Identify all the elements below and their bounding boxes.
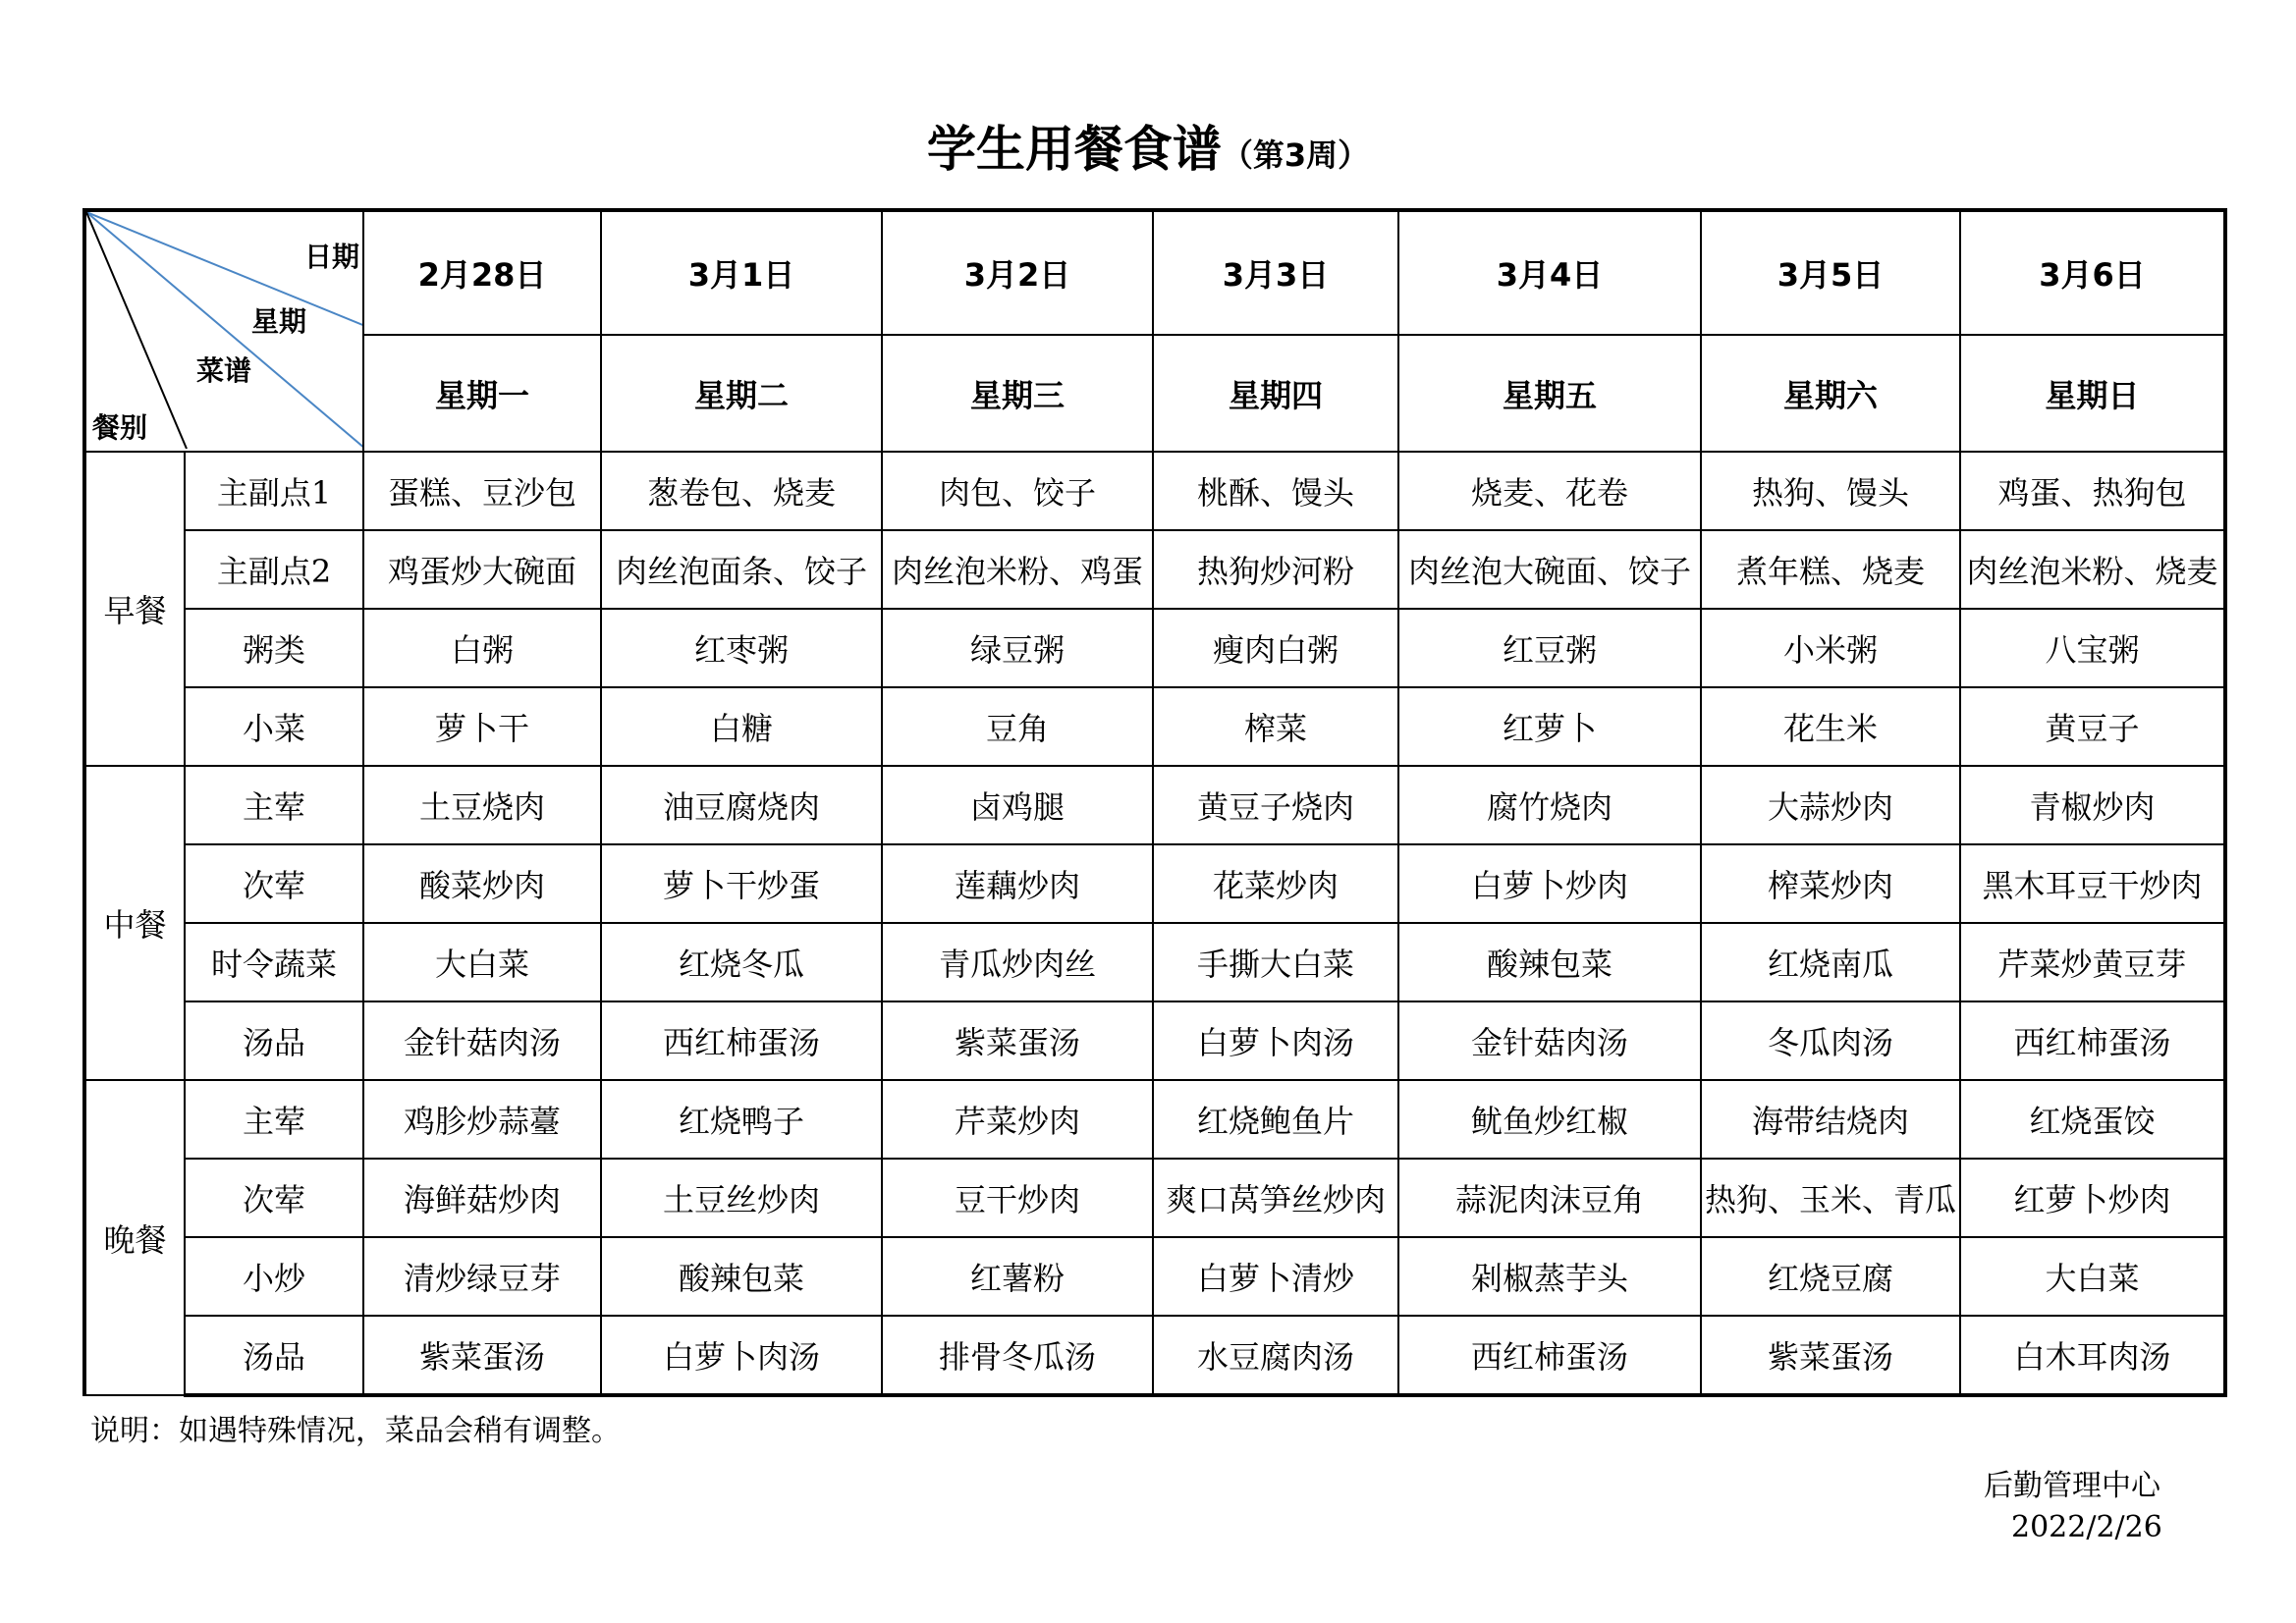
date-header-cell: 3月6日: [1960, 210, 2225, 335]
dish-cell: 鸡蛋、热狗包: [1960, 452, 2225, 530]
corner-label-menu: 菜谱: [196, 354, 252, 387]
dish-cell: 海带结烧肉: [1701, 1080, 1960, 1159]
dish-cell: 剁椒蒸芋头: [1398, 1237, 1701, 1316]
title-main: 学生用餐食谱: [926, 121, 1222, 178]
dish-cell: 肉丝泡大碗面、饺子: [1398, 530, 1701, 609]
meal-row: [84, 452, 2225, 530]
dish-cell: 腐竹烧肉: [1398, 766, 1701, 844]
footer-department: 后勤管理中心: [1984, 1469, 2160, 1503]
dish-cell: 白粥: [363, 609, 601, 687]
dish-cell: 煮年糕、烧麦: [1701, 530, 1960, 609]
dish-cell: 酸菜炒肉: [363, 844, 601, 923]
corner-label-weekday: 星期: [251, 305, 307, 338]
dish-cell: 榨菜炒肉: [1701, 844, 1960, 923]
dish-category-cell: 汤品: [185, 1316, 363, 1395]
corner-label-date: 日期: [304, 241, 360, 273]
corner-label-meal: 餐别: [92, 411, 148, 444]
dish-cell: 黄豆子: [1960, 687, 2225, 766]
dish-category-cell: 小炒: [185, 1237, 363, 1316]
dish-cell: 红萝卜: [1398, 687, 1701, 766]
dish-cell: 水豆腐肉汤: [1153, 1316, 1398, 1395]
page-title: [0, 110, 2296, 189]
dish-category-cell: 小菜: [185, 687, 363, 766]
dish-cell: 爽口莴笋丝炒肉: [1153, 1159, 1398, 1237]
title-week: （第3周）: [1221, 136, 1370, 174]
dish-cell: 大蒜炒肉: [1701, 766, 1960, 844]
dish-cell: 花菜炒肉: [1153, 844, 1398, 923]
dish-cell: 白萝卜肉汤: [601, 1316, 882, 1395]
dish-category-cell: 主副点2: [185, 530, 363, 609]
dish-cell: 红烧豆腐: [1701, 1237, 1960, 1316]
meal-name-cell: 中餐: [84, 766, 185, 1080]
weekday-header-cell: 星期四: [1153, 335, 1398, 452]
dish-cell: 西红柿蛋汤: [601, 1001, 882, 1080]
dish-cell: 热狗炒河粉: [1153, 530, 1398, 609]
dish-category-cell: 主副点1: [185, 452, 363, 530]
dish-cell: 卤鸡腿: [882, 766, 1153, 844]
dish-category-cell: 次荤: [185, 844, 363, 923]
adjustment-note: 说明：如遇特殊情况，菜品会稍有调整。: [90, 1414, 621, 1448]
dish-cell: 豆干炒肉: [882, 1159, 1153, 1237]
dish-cell: 白萝卜清炒: [1153, 1237, 1398, 1316]
dish-cell: 紫菜蛋汤: [363, 1316, 601, 1395]
dish-cell: 肉丝泡米粉、烧麦: [1960, 530, 2225, 609]
dish-cell: 芹菜炒黄豆芽: [1960, 923, 2225, 1001]
dish-cell: 蒜泥肉沫豆角: [1398, 1159, 1701, 1237]
dish-cell: 黑木耳豆干炒肉: [1960, 844, 2225, 923]
dish-cell: 萝卜干炒蛋: [601, 844, 882, 923]
dish-cell: 鸡蛋炒大碗面: [363, 530, 601, 609]
meal-row: [84, 1316, 2225, 1395]
meal-row: [84, 687, 2225, 766]
footer-date: 2022/2/26: [2011, 1510, 2162, 1544]
dish-category-cell: 粥类: [185, 609, 363, 687]
dish-cell: 红豆粥: [1398, 609, 1701, 687]
dish-category-cell: 次荤: [185, 1159, 363, 1237]
meal-row: [84, 923, 2225, 1001]
dish-cell: 白萝卜炒肉: [1398, 844, 1701, 923]
weekday-header-cell: 星期一: [363, 335, 601, 452]
dish-cell: 紫菜蛋汤: [882, 1001, 1153, 1080]
dish-cell: 青椒炒肉: [1960, 766, 2225, 844]
dish-cell: 红烧鲍鱼片: [1153, 1080, 1398, 1159]
date-header-cell: 3月4日: [1398, 210, 1701, 335]
date-header-cell: 3月2日: [882, 210, 1153, 335]
dish-cell: 土豆丝炒肉: [601, 1159, 882, 1237]
dish-cell: 清炒绿豆芽: [363, 1237, 601, 1316]
corner-header-cell: [84, 210, 363, 452]
dish-cell: 金针菇肉汤: [363, 1001, 601, 1080]
weekday-header-cell: 星期三: [882, 335, 1153, 452]
dish-cell: 金针菇肉汤: [1398, 1001, 1701, 1080]
dish-cell: 肉丝泡面条、饺子: [601, 530, 882, 609]
weekday-header-cell: 星期日: [1960, 335, 2225, 452]
meal-row: [84, 609, 2225, 687]
dish-cell: 花生米: [1701, 687, 1960, 766]
menu-table: [82, 208, 2227, 1397]
dish-cell: 大白菜: [1960, 1237, 2225, 1316]
date-header-cell: 3月5日: [1701, 210, 1960, 335]
weekday-header-cell: 星期二: [601, 335, 882, 452]
dish-cell: 鸡胗炒蒜薹: [363, 1080, 601, 1159]
dish-cell: 青瓜炒肉丝: [882, 923, 1153, 1001]
meal-row: [84, 844, 2225, 923]
dish-cell: 葱卷包、烧麦: [601, 452, 882, 530]
dish-cell: 冬瓜肉汤: [1701, 1001, 1960, 1080]
dish-cell: 红萝卜炒肉: [1960, 1159, 2225, 1237]
dish-cell: 西红柿蛋汤: [1960, 1001, 2225, 1080]
meal-name-cell: 早餐: [84, 452, 185, 766]
dish-cell: 莲藕炒肉: [882, 844, 1153, 923]
dish-cell: 排骨冬瓜汤: [882, 1316, 1153, 1395]
dish-cell: 红薯粉: [882, 1237, 1153, 1316]
dish-cell: 海鲜菇炒肉: [363, 1159, 601, 1237]
date-header-cell: 2月28日: [363, 210, 601, 335]
date-header-cell: 3月3日: [1153, 210, 1398, 335]
dish-cell: 红烧鸭子: [601, 1080, 882, 1159]
dish-cell: 蛋糕、豆沙包: [363, 452, 601, 530]
menu-table-body: [84, 210, 2225, 1395]
weekday-header-cell: 星期六: [1701, 335, 1960, 452]
date-header-row: [84, 210, 2225, 335]
dish-cell: 萝卜干: [363, 687, 601, 766]
dish-cell: 紫菜蛋汤: [1701, 1316, 1960, 1395]
dish-cell: 红烧冬瓜: [601, 923, 882, 1001]
dish-cell: 豆角: [882, 687, 1153, 766]
dish-cell: 红烧蛋饺: [1960, 1080, 2225, 1159]
dish-cell: 芹菜炒肉: [882, 1080, 1153, 1159]
date-header-cell: 3月1日: [601, 210, 882, 335]
dish-category-cell: 主荤: [185, 766, 363, 844]
dish-cell: 白木耳肉汤: [1960, 1316, 2225, 1395]
meal-row: [84, 766, 2225, 844]
weekday-header-cell: 星期五: [1398, 335, 1701, 452]
dish-cell: 酸辣包菜: [601, 1237, 882, 1316]
dish-cell: 肉丝泡米粉、鸡蛋: [882, 530, 1153, 609]
dish-cell: 烧麦、花卷: [1398, 452, 1701, 530]
dish-cell: 黄豆子烧肉: [1153, 766, 1398, 844]
dish-cell: 手撕大白菜: [1153, 923, 1398, 1001]
dish-cell: 榨菜: [1153, 687, 1398, 766]
meal-row: [84, 530, 2225, 609]
dish-cell: 鱿鱼炒红椒: [1398, 1080, 1701, 1159]
dish-category-cell: 主荤: [185, 1080, 363, 1159]
meal-name-cell: 晚餐: [84, 1080, 185, 1395]
dish-cell: 桃酥、馒头: [1153, 452, 1398, 530]
dish-cell: 瘦肉白粥: [1153, 609, 1398, 687]
dish-cell: 红烧南瓜: [1701, 923, 1960, 1001]
dish-category-cell: 汤品: [185, 1001, 363, 1080]
dish-cell: 热狗、馒头: [1701, 452, 1960, 530]
meal-row: [84, 1001, 2225, 1080]
dish-cell: 大白菜: [363, 923, 601, 1001]
dish-cell: 酸辣包菜: [1398, 923, 1701, 1001]
dish-cell: 绿豆粥: [882, 609, 1153, 687]
dish-cell: 肉包、饺子: [882, 452, 1153, 530]
dish-cell: 小米粥: [1701, 609, 1960, 687]
dish-cell: 八宝粥: [1960, 609, 2225, 687]
weekday-header-row: [84, 335, 2225, 452]
meal-row: [84, 1237, 2225, 1316]
dish-cell: 白糖: [601, 687, 882, 766]
dish-cell: 土豆烧肉: [363, 766, 601, 844]
dish-category-cell: 时令蔬菜: [185, 923, 363, 1001]
dish-cell: 热狗、玉米、青瓜: [1701, 1159, 1960, 1237]
dish-cell: 油豆腐烧肉: [601, 766, 882, 844]
dish-cell: 西红柿蛋汤: [1398, 1316, 1701, 1395]
meal-row: [84, 1159, 2225, 1237]
dish-cell: 红枣粥: [601, 609, 882, 687]
meal-row: [84, 1080, 2225, 1159]
dish-cell: 白萝卜肉汤: [1153, 1001, 1398, 1080]
